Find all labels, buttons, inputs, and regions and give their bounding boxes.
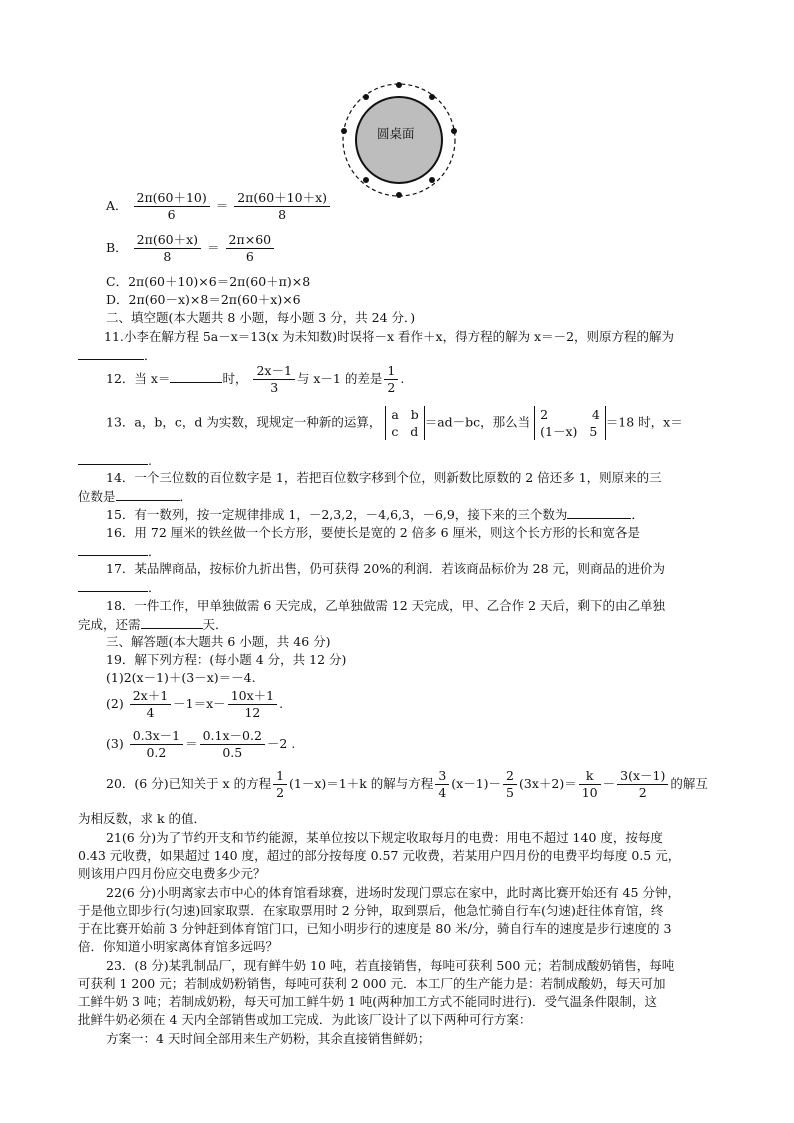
option-c: C．2π(60＋10)×6＝2π(60＋π)×8 xyxy=(106,274,311,289)
question-22: 22(6 分)小明离家去市中心的体育馆看球赛，进场时发现门票忘在家中，此时离比赛开始还有 45 分钟， xyxy=(106,885,680,900)
fraction: $\frac{2\pi(60+10)}{6}$ xyxy=(134,190,210,223)
fraction: $\frac{3(x-1)}{2}$ xyxy=(617,768,668,801)
seat-dot xyxy=(363,177,369,183)
answer-blank[interactable] xyxy=(116,487,180,501)
question-22-line-3: 于在比赛开始前 3 分钟赶到体育馆门口，已知小明步行的速度是 80 米/分，骑自行车的速度是步行速度的 3 xyxy=(78,921,672,936)
question-13-answer-line: . xyxy=(78,451,152,469)
question-23-line-4: 批鲜牛奶必须在 4 天内全部销售或加工完成．为此该厂设计了以下两种可行方案： xyxy=(78,1012,532,1027)
section-3-heading: 三、解答题(本大题共 6 小题，共 46 分) xyxy=(106,634,331,649)
question-12: 12．当 x＝ 时， $\frac{2x-1}{3}$ 与 x－1 的差是 $\frac{1}{2}$ . xyxy=(106,363,405,395)
question-18-line-2: 完成，还需 天． xyxy=(78,617,228,632)
question-19-part-1: (1)2(x－1)＋(3－x)＝－4. xyxy=(106,670,256,685)
fraction: $\frac{1}{2}$ xyxy=(273,768,287,801)
determinant: 2 4 (1－x) 5 xyxy=(534,406,606,440)
question-16: 16．用 72 厘米的铁丝做一个长方形，要使长是宽的 2 倍多 6 厘米，则这个长方形的长和宽各是 xyxy=(106,525,641,540)
question-13: 13．a，b，c，d 为实数，现规定一种新的运算， a b c d ＝ad－bc，那么当 2 4 (1－x) 5 ＝18 时，x＝ xyxy=(106,407,683,439)
question-23: 23．(8 分)某乳制品厂，现有鲜牛奶 10 吨，若直接销售，每吨可获利 500 元；若制成酸奶销售，每吨 xyxy=(106,958,675,973)
question-21: 21(6 分)为了节约开支和节约能源，某单位按以下规定收取每月的电费：用电不超过 140 度，按每度 xyxy=(106,830,663,845)
question-22-line-2: 于是他立即步行(匀速)回家取票．在家取票用时 2 分钟，取到票后，他急忙骑自行车(匀速)赶往体育馆，终 xyxy=(78,903,664,918)
question-23-line-2: 可获利 1 200 元；若制成奶粉销售，每吨可获利 2 000 元．本工厂的生产能力是：若制成酸奶，每天可加 xyxy=(78,976,666,991)
determinant: a b c d xyxy=(385,406,424,440)
question-20: 20．(6 分)已知关于 x 的方程 $\frac{1}{2}$ (1－x)＝1＋k 的解与方程 $\frac{3}{4}$ (x－1)－ $\frac{2}{5}$ (3x＋2)＝ $\frac{k}{10}$ － $\frac{3(x-1)}{2}$ 的解互 xyxy=(106,768,708,800)
question-18: 18．一件工作，甲单独做需 6 天完成，乙单独做需 12 天完成，甲、乙合作 2 天后，剩下的由乙单独 xyxy=(106,598,666,613)
seat-dot xyxy=(429,177,435,183)
fraction: $\frac{2\pi\times 60}{6}$ xyxy=(226,232,275,265)
question-22-line-4: 倍．你知道小明家离体育馆多远吗？ xyxy=(78,939,279,954)
table-label: 圆桌面 xyxy=(377,126,415,141)
fraction: $\frac{2x+1}{4}$ xyxy=(130,688,171,721)
question-15: 15．有一数列，按一定规律排成 1，－2,3,2，－4,6,3，－6,9，接下来的三个数为 ． xyxy=(106,507,644,522)
fraction: $\frac{0.1x-0.2}{0.5}$ xyxy=(200,728,265,761)
fraction: $\frac{10x+1}{12}$ xyxy=(228,688,277,721)
question-20-line-2: 为相反数，求 k 的值． xyxy=(78,811,207,826)
answer-blank[interactable] xyxy=(78,451,148,465)
option-b: B． $\frac{2\pi(60+x)}{8}$ ＝ $\frac{2\pi\times 60}{6}$ xyxy=(106,232,276,265)
question-23-plan-1: 方案一：4 天时间全部用来生产奶粉，其余直接销售鲜奶； xyxy=(106,1031,431,1046)
question-11-answer-line: ． xyxy=(78,346,157,364)
question-14-line-2: 位数是 ． xyxy=(78,489,193,504)
seat-dot xyxy=(429,94,435,100)
question-19-part-3: (3) $\frac{0.3x-1}{0.2}$ ＝ $\frac{0.1x-0.2}{0.5}$ －2 . xyxy=(106,728,296,760)
fraction: $\frac{2\pi(60+10+x)}{8}$ xyxy=(234,190,330,223)
question-21-line-2: 0.43 元收费，如果超过 140 度，超过的部分按每度 0.57 元收费，若某用户四月份的电费平均每度 0.5 元， xyxy=(78,848,681,863)
fraction: $\frac{k}{10}$ xyxy=(579,768,601,801)
question-23-line-3: 工鲜牛奶 3 吨；若制成奶粉，每天可加工鲜牛奶 1 吨(两种加工方式不能同时进行)．受气温条件限制，这 xyxy=(78,994,658,1009)
fraction: $\frac{2}{5}$ xyxy=(503,768,517,801)
fraction: $\frac{0.3x-1}{0.2}$ xyxy=(130,728,183,761)
question-14: 14．一个三位数的百位数字是 1，若把百位数字移到个位，则新数比原数的 2 倍还多 1，则原来的三 xyxy=(106,470,662,485)
seat-dot xyxy=(341,128,347,134)
answer-blank[interactable] xyxy=(78,542,148,556)
question-16-answer-line: ． xyxy=(78,542,161,560)
question-19: 19．解下列方程：(每小题 4 分，共 12 分) xyxy=(106,652,347,667)
question-19-part-2: (2) $\frac{2x+1}{4}$ －1＝x－ $\frac{10x+1}{12}$ . xyxy=(106,688,284,720)
seat-dot xyxy=(396,82,402,88)
fraction: $\frac{2x-1}{3}$ xyxy=(253,363,294,396)
seat-dot xyxy=(451,128,457,134)
question-21-line-3: 则该用户四月份应交电费多少元？ xyxy=(78,866,266,881)
option-a: A． $\frac{2\pi(60+10)}{6}$ ＝ $\frac{2\pi(60+10+x)}{8}$ xyxy=(106,190,332,223)
seat-dot xyxy=(363,94,369,100)
fraction: $\frac{3}{4}$ xyxy=(435,768,449,801)
fraction: $\frac{1}{2}$ xyxy=(384,363,398,396)
answer-blank[interactable] xyxy=(567,505,631,519)
section-2-heading: 二、填空题(本大题共 8 小题，每小题 3 分，共 24 分．) xyxy=(106,310,416,325)
question-11: 11.小李在解方程 5a－x＝13(x 为未知数)时误将－x 看作＋x，得方程的解为 x＝－2，则原方程的解为 xyxy=(104,329,675,344)
answer-blank[interactable] xyxy=(141,615,203,629)
answer-blank[interactable] xyxy=(78,578,148,592)
seat-dot xyxy=(396,192,402,198)
question-17: 17．某品牌商品，按标价九折出售，仍可获得 20%的利润．若该商品标价为 28 元，则商品的进价为 xyxy=(106,561,666,576)
option-d: D．2π(60－x)×8＝2π(60＋x)×6 xyxy=(106,292,301,307)
answer-blank[interactable] xyxy=(78,346,144,360)
fraction: $\frac{2\pi(60+x)}{8}$ xyxy=(134,232,201,265)
question-17-answer-line: ． xyxy=(78,578,161,596)
answer-blank[interactable] xyxy=(170,369,222,383)
